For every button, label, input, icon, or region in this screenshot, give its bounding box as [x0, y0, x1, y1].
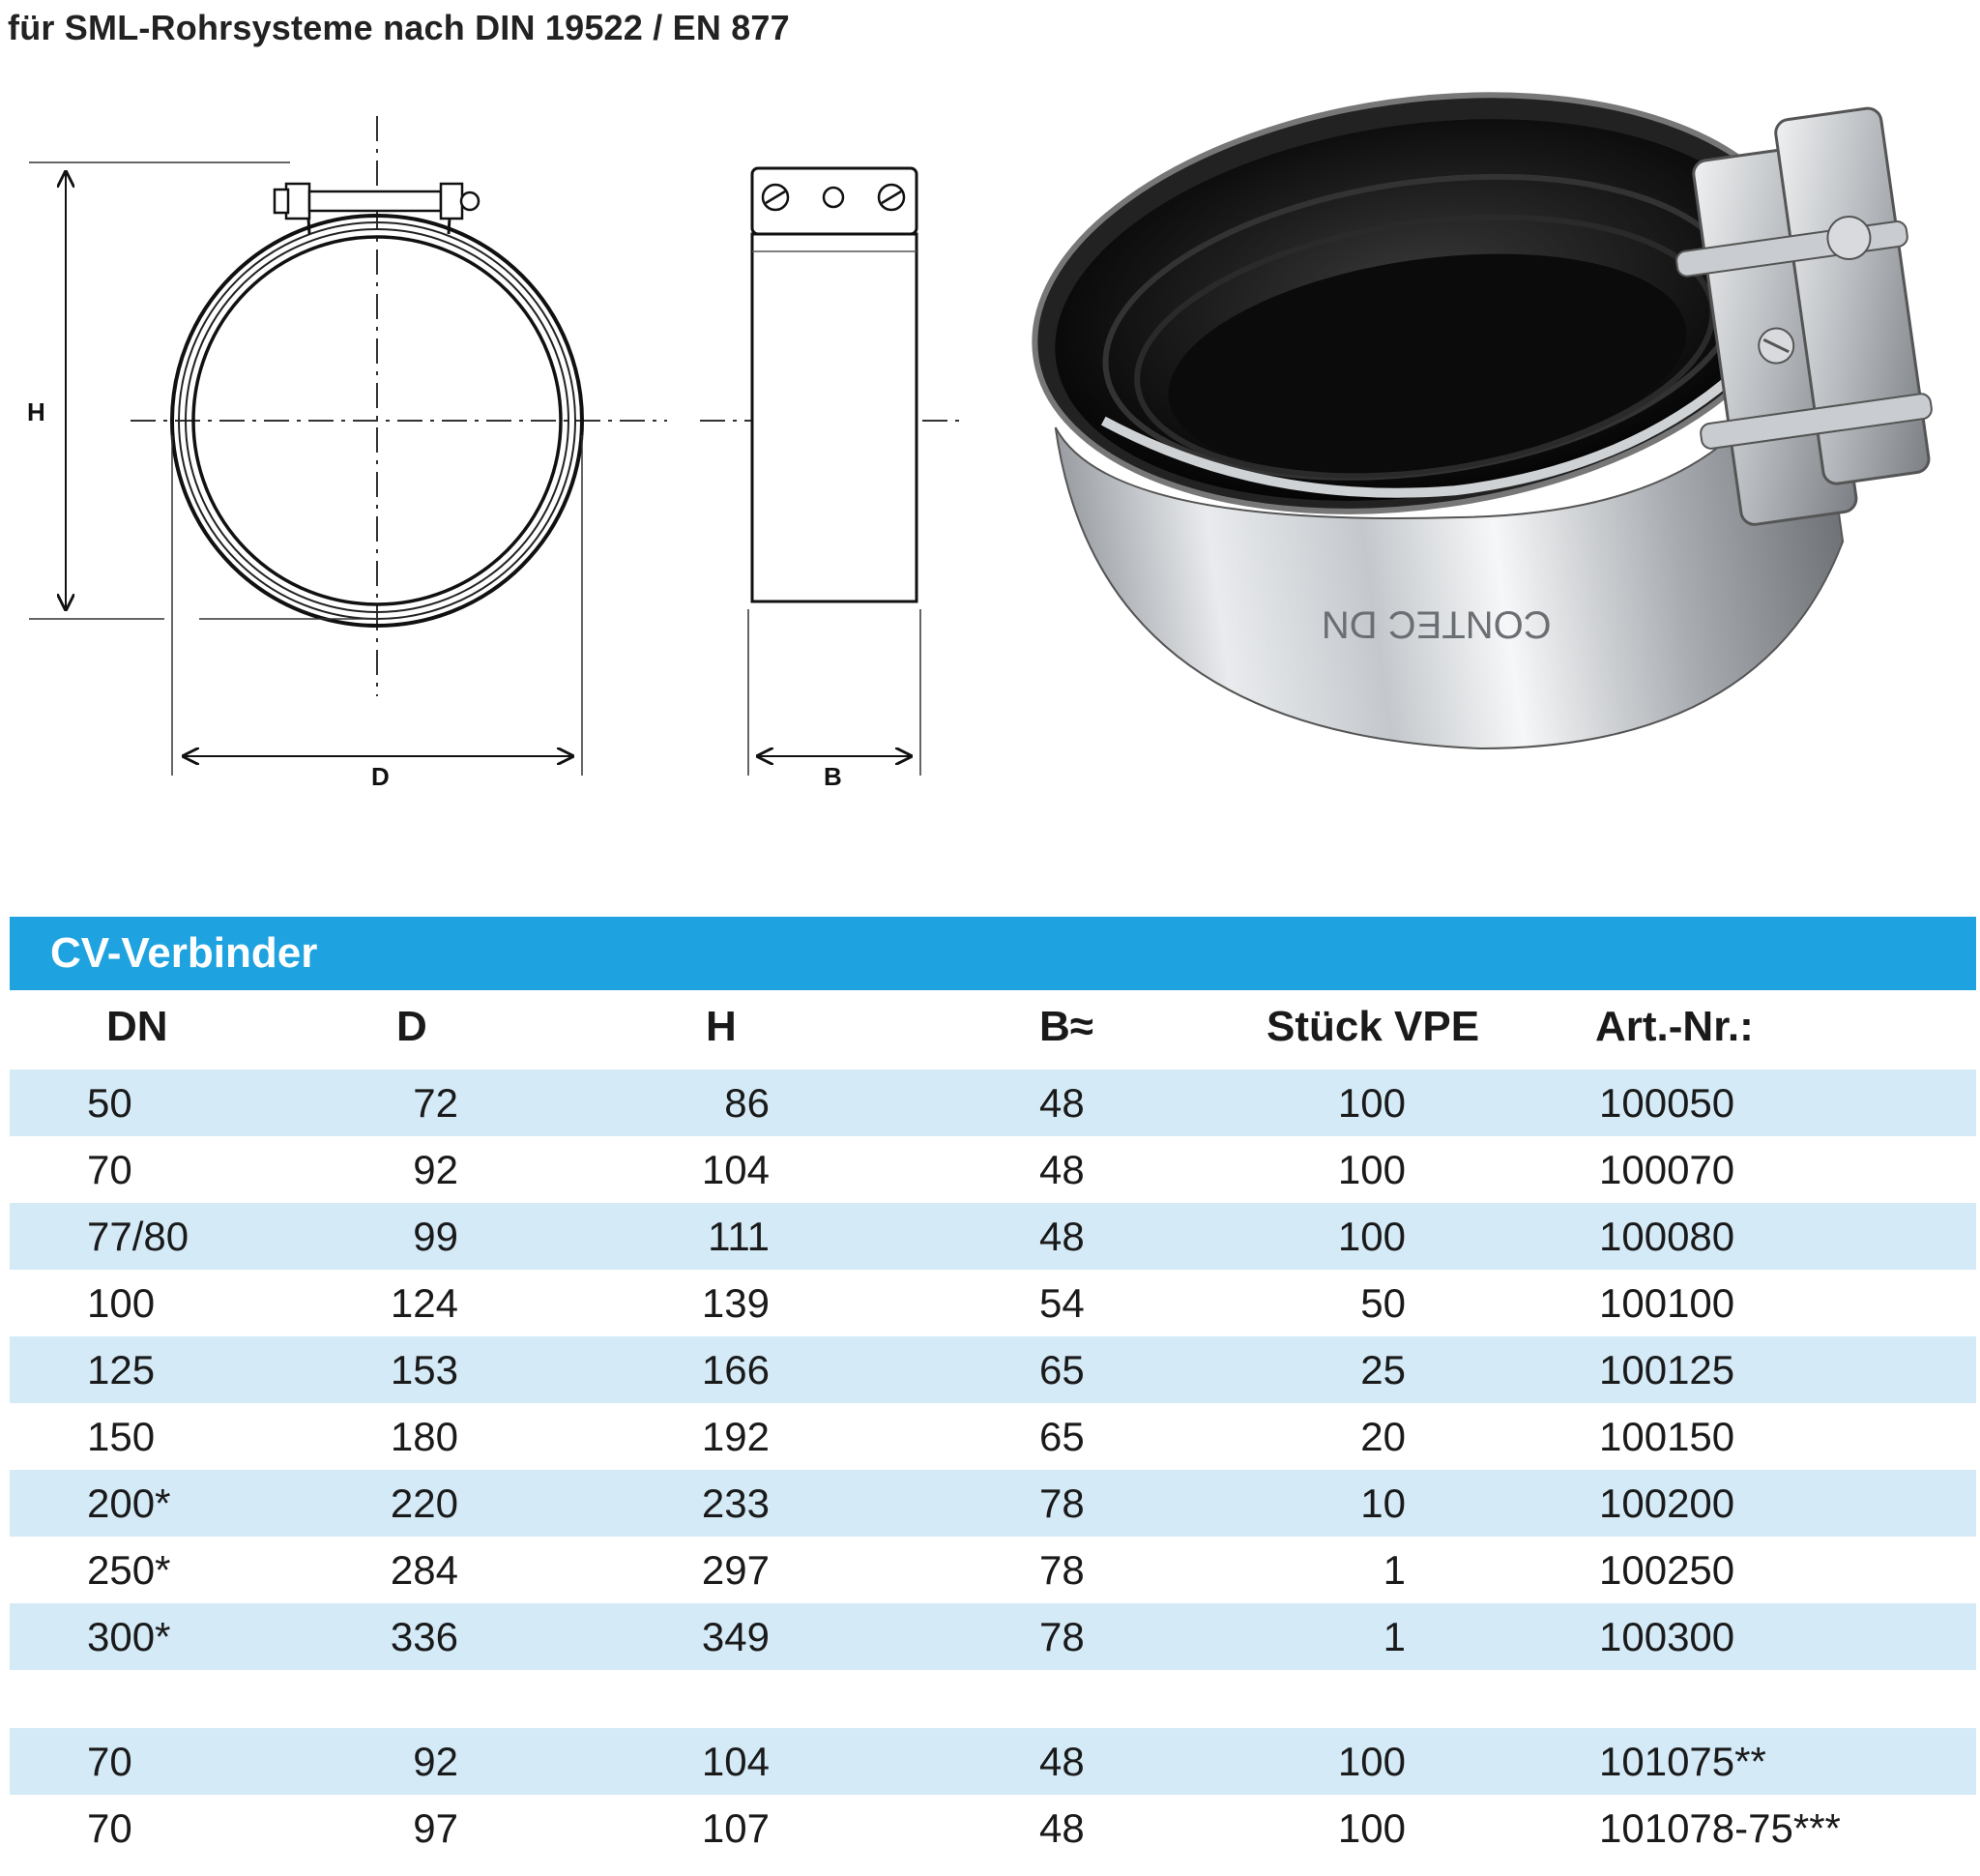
cell-vpe: 100: [1337, 1213, 1406, 1259]
cell-d: 92: [413, 1146, 458, 1192]
cell-dn: 70: [87, 1146, 132, 1192]
table-body: [10, 1070, 1976, 1670]
cell-b: 48: [1039, 1079, 1085, 1126]
cell-d: 180: [390, 1413, 458, 1459]
cell-h: 139: [701, 1279, 770, 1326]
cell-art-nr: 100300: [1599, 1613, 1735, 1659]
cell-b: 48: [1039, 1213, 1085, 1259]
cell-vpe: 50: [1360, 1279, 1406, 1326]
cell-h: 166: [701, 1346, 770, 1392]
product-table: [10, 917, 1976, 1861]
cell-b: 54: [1039, 1279, 1085, 1326]
cell-b: 48: [1039, 1146, 1085, 1192]
col-header-art-nr: Art.-Nr.:: [1595, 1002, 1754, 1050]
page-subtitle: für SML-Rohrsysteme nach DIN 19522 / EN 877: [8, 8, 790, 47]
col-header-h: H: [706, 1002, 737, 1050]
cell-h: 297: [701, 1546, 770, 1593]
cell-dn: 70: [87, 1804, 132, 1851]
table-row: [10, 1470, 1976, 1537]
technical-drawing: [0, 87, 1005, 841]
cell-vpe: 25: [1360, 1346, 1406, 1392]
cell-dn: 100: [87, 1279, 156, 1326]
cell-vpe: 20: [1360, 1413, 1406, 1459]
cell-d: 220: [390, 1480, 458, 1526]
cell-h: 349: [701, 1613, 770, 1659]
cell-vpe: 100: [1337, 1738, 1406, 1784]
cell-dn: 200*: [87, 1480, 171, 1526]
table-row: [10, 1070, 1976, 1136]
cell-vpe: 10: [1360, 1480, 1406, 1526]
col-header-d: D: [396, 1002, 427, 1050]
table-row: [10, 1537, 1976, 1603]
cell-art-nr: 100125: [1599, 1346, 1735, 1392]
label-d: D: [371, 762, 390, 791]
cell-dn: 300*: [87, 1613, 171, 1659]
cell-b: 78: [1039, 1546, 1085, 1593]
cell-d: 336: [390, 1613, 458, 1659]
cell-art-nr: 100250: [1599, 1546, 1735, 1593]
table-row: [10, 1336, 1976, 1403]
cell-d: 92: [413, 1738, 458, 1784]
cell-art-nr: 100050: [1599, 1079, 1735, 1126]
cell-vpe: 100: [1337, 1079, 1406, 1126]
cell-b: 78: [1039, 1480, 1085, 1526]
cell-art-nr: 100100: [1599, 1279, 1735, 1326]
cell-d: 153: [390, 1346, 458, 1392]
cell-art-nr: 100200: [1599, 1480, 1735, 1526]
cell-h: 104: [701, 1738, 770, 1784]
cell-vpe: 100: [1337, 1146, 1406, 1192]
cell-d: 97: [413, 1804, 458, 1851]
table-row: [10, 1403, 1976, 1470]
cell-dn: 70: [87, 1738, 132, 1784]
cell-h: 86: [724, 1079, 770, 1126]
band-lettering: CONTEC DN: [1321, 602, 1552, 646]
table-row: [10, 1203, 1976, 1270]
cell-dn: 125: [87, 1346, 156, 1392]
cell-vpe: 1: [1383, 1613, 1406, 1659]
cell-b: 65: [1039, 1413, 1085, 1459]
cell-art-nr: 100080: [1599, 1213, 1735, 1259]
cell-b: 65: [1039, 1346, 1085, 1392]
col-header-vpe: Stück VPE: [1267, 1002, 1480, 1050]
cell-art-nr: 101078-75***: [1599, 1804, 1841, 1851]
table-spacer: [10, 1670, 1976, 1728]
table-row: [10, 1136, 1976, 1203]
cell-h: 107: [701, 1804, 770, 1851]
label-b: B: [824, 762, 842, 791]
front-view: [27, 116, 667, 791]
table-row: [10, 1728, 1976, 1795]
cell-dn: 77/80: [87, 1213, 189, 1259]
table-body-extra: [10, 1728, 1976, 1861]
col-header-dn: DN: [106, 1002, 168, 1050]
cell-vpe: 100: [1337, 1804, 1406, 1851]
cell-art-nr: 101075**: [1599, 1738, 1766, 1784]
cell-d: 99: [413, 1213, 458, 1259]
table-header-row: [10, 990, 1976, 1070]
cell-art-nr: 100070: [1599, 1146, 1735, 1192]
cell-dn: 250*: [87, 1546, 171, 1593]
cell-art-nr: 100150: [1599, 1413, 1735, 1459]
table-title-bar: CV-Verbinder: [10, 917, 1976, 990]
cell-d: 284: [390, 1546, 458, 1593]
label-h: H: [27, 397, 45, 426]
cell-d: 124: [390, 1279, 458, 1326]
cell-b: 48: [1039, 1804, 1085, 1851]
cell-h: 233: [701, 1480, 770, 1526]
cell-dn: 50: [87, 1079, 132, 1126]
side-view: [700, 168, 967, 791]
col-header-b: B≈: [1039, 1002, 1093, 1050]
cell-d: 72: [413, 1079, 458, 1126]
table-row: [10, 1795, 1976, 1861]
cell-h: 104: [701, 1146, 770, 1192]
table-row: [10, 1270, 1976, 1336]
cell-vpe: 1: [1383, 1546, 1406, 1593]
cell-h: 111: [708, 1213, 770, 1259]
cell-b: 48: [1039, 1738, 1085, 1784]
cell-dn: 150: [87, 1413, 156, 1459]
table-row: [10, 1603, 1976, 1670]
product-photo: [1025, 48, 1972, 851]
cell-h: 192: [701, 1413, 770, 1459]
cell-b: 78: [1039, 1613, 1085, 1659]
